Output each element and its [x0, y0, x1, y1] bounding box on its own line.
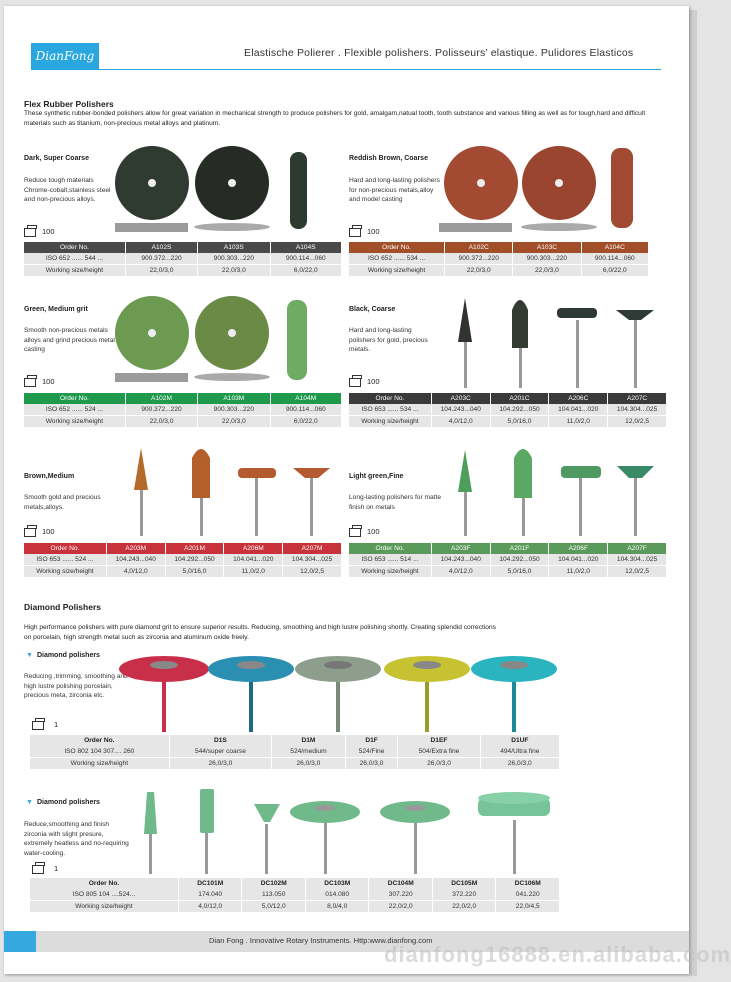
green-polisher-images [112, 290, 332, 386]
table-cell: 8,0/4,0 [305, 901, 369, 913]
product-code: A201C [490, 393, 549, 404]
product-code: D1F [345, 735, 398, 746]
row-label: Working size/height [349, 265, 445, 277]
dianfong-logo: DianFong [31, 43, 99, 69]
table-cell: 041.220 [496, 889, 560, 901]
table-cell: 22,0/3,0 [445, 265, 513, 277]
diamond-section-title: Diamond Polishers [24, 602, 101, 612]
table-cell: 22,0/3,0 [125, 416, 197, 428]
table-cell: 22,0/2,0 [369, 901, 433, 913]
package-icon [24, 528, 36, 537]
package-qty: 100 [349, 527, 380, 537]
table-row [349, 416, 667, 428]
product-code: A103S [198, 242, 270, 253]
product-code: A207M [283, 543, 342, 554]
table-cell: 307.220 [369, 889, 433, 901]
table-cell: 4,0/12,0 [431, 566, 490, 578]
order-no-header: Order No. [30, 735, 169, 746]
package-qty: 100 [24, 527, 55, 537]
table-cell: 174.040 [178, 889, 242, 901]
order-table [349, 242, 649, 277]
table-cell: 5,0/16,0 [165, 566, 224, 578]
row-label: Working size/height [30, 901, 178, 913]
package-qty: 1 [32, 720, 58, 730]
order-no-header: Order No. [24, 393, 125, 404]
table-cell: 014.080 [305, 889, 369, 901]
table-cell: 6,0/22,0 [270, 416, 342, 428]
table-cell: 12,0/2,5 [608, 566, 667, 578]
brown-mounted-polisher-images [120, 438, 340, 538]
product-code: A207C [608, 393, 667, 404]
table-cell: 900.303...220 [513, 253, 581, 265]
product-code: A203C [431, 393, 490, 404]
table-cell: 5,0/16,0 [490, 566, 549, 578]
package-icon [349, 378, 361, 387]
table-cell: 104.041...020 [224, 554, 283, 566]
table-cell: 104.292...050 [165, 554, 224, 566]
diamond-block-title: ▼ Diamond polishers [26, 799, 100, 806]
order-table-header [30, 878, 560, 889]
table-row [24, 265, 342, 277]
block-description: Long-lasting polishers for matte finish on metals [349, 494, 441, 511]
table-row [349, 566, 667, 578]
table-cell: 104.243...040 [431, 554, 490, 566]
row-label: ISO 653 ...... 534 ... [349, 404, 431, 416]
product-code: DC105M [432, 878, 496, 889]
table-cell: 900.372...220 [125, 404, 197, 416]
block-title: Dark, Super Coarse [24, 155, 89, 162]
order-no-header: Order No. [24, 543, 106, 554]
block-description: Reducing ,trimming, smoothing and high lustre polishing porcelain, precious meta, zirconia etc. [24, 673, 128, 700]
order-table [24, 393, 342, 428]
black-mounted-polisher-images [444, 290, 664, 390]
table-cell: 104.304...025 [608, 404, 667, 416]
product-code: DC106M [496, 878, 560, 889]
product-code: D1UF [480, 735, 559, 746]
order-table-header [24, 242, 342, 253]
table-cell: 113.050 [242, 889, 306, 901]
table-row [24, 253, 342, 265]
package-qty: 100 [24, 227, 55, 237]
table-cell: 494/Ultra fine [480, 746, 559, 758]
flex-section-intro: These synthetic rubber-bonded polishers allow for great variation in mechanical strength to produce polishers for gold, amalgam,natual tooth, tooth substance and various filling as well as for tough,hard and difficult materials such as titanium, non-precious metal alloys and platinum. [24, 110, 646, 127]
table-cell: 104.243...040 [431, 404, 490, 416]
watermark: dianfong16888.en.alibaba.com [384, 942, 731, 967]
page-header-title: Elastische Polierer . Flexible polishers. Polisseurs’ elastique. Pulidores Elasticos [244, 47, 634, 59]
table-row [30, 901, 560, 913]
package-qty: 100 [349, 227, 380, 237]
lightgreen-mounted-polisher-images [444, 438, 664, 538]
product-code: D1M [272, 735, 346, 746]
product-code: A203M [106, 543, 165, 554]
order-table [24, 242, 342, 277]
diamond-icon: ▼ [26, 652, 33, 659]
row-label: Working size/height [349, 566, 431, 578]
product-code: A104M [270, 393, 342, 404]
block-description: Hard and long-lasting polishers for gold, precious metals. [349, 327, 428, 354]
block-description: Smooth non-precious metals alloys and grind precious metal casting [24, 327, 115, 354]
table-cell: 104.304...025 [283, 554, 342, 566]
flex-section-title: Flex Rubber Polishers [24, 99, 114, 109]
product-code: A203F [431, 543, 490, 554]
table-row [30, 746, 560, 758]
order-no-header: Order No. [30, 878, 178, 889]
table-row [349, 253, 649, 265]
table-cell: 524/medium [272, 746, 346, 758]
package-icon [32, 865, 44, 874]
row-label: Working size/height [24, 265, 125, 277]
table-cell: 22,0/4,5 [496, 901, 560, 913]
diamond-disc-images [116, 646, 566, 736]
package-icon [349, 528, 361, 537]
order-table-header [349, 393, 667, 404]
table-cell: 544/super coarse [169, 746, 272, 758]
table-cell: 5,0/16,0 [490, 416, 549, 428]
order-table [349, 393, 667, 428]
order-table-header [24, 393, 342, 404]
dark-polisher-images [112, 140, 332, 236]
block-description: Reduce,smoothing and finish zirconia with slight presure, extremely heatless and no-requiring water-cooling. [24, 821, 129, 857]
package-icon [24, 378, 36, 387]
product-code: A206M [224, 543, 283, 554]
table-cell: 26,0/3,0 [169, 758, 272, 770]
table-cell: 5,0/12,0 [242, 901, 306, 913]
product-code: A206C [549, 393, 608, 404]
table-cell: 104.041...020 [549, 404, 608, 416]
row-label: ISO 805 104 ....524... [30, 889, 178, 901]
table-row [30, 889, 560, 901]
row-label: Working size/height [24, 416, 125, 428]
table-cell: 22,0/3,0 [125, 265, 197, 277]
order-no-header: Order No. [24, 242, 125, 253]
row-label: ISO 652 ...... 524 ... [24, 404, 125, 416]
product-code: A206F [549, 543, 608, 554]
block-description: Reduce tough materials Chrome-cobalt,stainless steel and non-precious alloys. [24, 177, 111, 204]
table-cell: 104.243...040 [106, 554, 165, 566]
table-row [349, 554, 667, 566]
product-code: A201F [490, 543, 549, 554]
order-no-header: Order No. [349, 543, 431, 554]
table-cell: 4,0/12,0 [178, 901, 242, 913]
row-label: ISO 652 ...... 534 ... [349, 253, 445, 265]
table-cell: 900.372...220 [125, 253, 197, 265]
block-title: Black, Coarse [349, 306, 396, 313]
table-cell: 12,0/2,5 [608, 416, 667, 428]
block-title: Green, Medium grit [24, 306, 88, 313]
product-code: A104C [581, 242, 648, 253]
product-code: A102S [125, 242, 197, 253]
row-label: Working size/height [349, 416, 431, 428]
row-label: ISO 802 104 307.... 260 [30, 746, 169, 758]
row-label: ISO 652 ...... 544 ... [24, 253, 125, 265]
table-cell: 6,0/22,0 [581, 265, 648, 277]
page-shadow [689, 10, 697, 976]
block-description: Smooth gold and precious metals,alloys. [24, 494, 101, 511]
diamond-zirconia-polisher-images [134, 784, 564, 876]
table-cell: 26,0/3,0 [480, 758, 559, 770]
table-cell: 4,0/12,0 [431, 416, 490, 428]
table-cell: 6,0/22,0 [270, 265, 342, 277]
table-row [24, 566, 342, 578]
block-description: Hard and long-lasting polishers for non-precious metals,alloy and model casting [349, 177, 440, 204]
footer-text: Dian Fong . Innovative Rotary Instruments. Http:www.dianfong.com [209, 936, 433, 945]
table-cell: 22,0/3,0 [198, 416, 270, 428]
table-cell: 104.041...020 [549, 554, 608, 566]
table-cell: 524/Fine [345, 746, 398, 758]
package-icon [24, 228, 36, 237]
diamond-section-intro: High performance polishers with pure diamond grit to ensure superior results. Reducing, smoothing and high lustre polishing shortly. Creating splendid corrections on porcelain, high strength metal such as zirconia and aluminum oxide freely. [24, 624, 496, 641]
product-code: A201M [165, 543, 224, 554]
table-row [24, 416, 342, 428]
table-row [349, 404, 667, 416]
table-row [349, 265, 649, 277]
product-code: A104S [270, 242, 342, 253]
block-title: Light green,Fine [349, 473, 404, 480]
table-cell: 4,0/12,0 [106, 566, 165, 578]
table-cell: 104.292...050 [490, 404, 549, 416]
table-cell: 900.114...060 [270, 253, 342, 265]
order-table [24, 543, 342, 578]
product-code: A103M [198, 393, 270, 404]
package-qty: 100 [349, 377, 380, 387]
product-code: A103C [513, 242, 581, 253]
table-cell: 26,0/3,0 [398, 758, 480, 770]
block-title: Brown,Medium [24, 473, 75, 480]
row-label: ISO 653 ...... 514 ... [349, 554, 431, 566]
order-table [30, 878, 560, 913]
order-table-header [349, 543, 667, 554]
reddish-polisher-images [436, 140, 656, 236]
package-icon [32, 721, 44, 730]
table-cell: 900.114...060 [270, 404, 342, 416]
order-table [349, 543, 667, 578]
order-no-header: Order No. [349, 393, 431, 404]
row-label: Working size/height [24, 566, 106, 578]
diamond-block-title: ▼ Diamond polishers [26, 652, 100, 659]
product-code: DC102M [242, 878, 306, 889]
order-table [30, 735, 560, 770]
product-code: D1S [169, 735, 272, 746]
table-cell: 22,0/3,0 [198, 265, 270, 277]
table-row [24, 404, 342, 416]
table-cell: 372.220 [432, 889, 496, 901]
row-label: Working size/height [30, 758, 169, 770]
product-code: A207F [608, 543, 667, 554]
table-cell: 12,0/2,5 [283, 566, 342, 578]
table-cell: 900.372...220 [445, 253, 513, 265]
table-cell: 104.292...050 [490, 554, 549, 566]
table-cell: 900.303...220 [198, 253, 270, 265]
diamond-icon: ▼ [26, 799, 33, 806]
order-table-header [349, 242, 649, 253]
footer-accent [4, 931, 36, 952]
table-cell: 22,0/2,0 [432, 901, 496, 913]
product-code: DC103M [305, 878, 369, 889]
package-qty: 1 [32, 864, 58, 874]
table-cell: 104.304...025 [608, 554, 667, 566]
table-cell: 22,0/3,0 [513, 265, 581, 277]
product-code: A102M [125, 393, 197, 404]
catalog-page [4, 6, 731, 974]
table-cell: 11,0/2,0 [224, 566, 283, 578]
package-qty: 100 [24, 377, 55, 387]
table-cell: 900.303...220 [198, 404, 270, 416]
table-row [30, 758, 560, 770]
product-code: A102C [445, 242, 513, 253]
table-cell: 504/Extra fine [398, 746, 480, 758]
order-table-header [30, 735, 560, 746]
table-cell: 11,0/2,0 [549, 566, 608, 578]
block-title: Reddish Brown, Coarse [349, 155, 428, 162]
order-table-header [24, 543, 342, 554]
table-cell: 26,0/3,0 [345, 758, 398, 770]
table-row [24, 554, 342, 566]
product-code: DC104M [369, 878, 433, 889]
package-icon [349, 228, 361, 237]
header-divider [31, 69, 661, 70]
table-cell: 900.114...060 [581, 253, 648, 265]
table-cell: 11,0/2,0 [549, 416, 608, 428]
order-no-header: Order No. [349, 242, 445, 253]
product-code: DC101M [178, 878, 242, 889]
row-label: ISO 653 ...... 524 ... [24, 554, 106, 566]
product-code: D1EF [398, 735, 480, 746]
table-cell: 26,0/3,0 [272, 758, 346, 770]
